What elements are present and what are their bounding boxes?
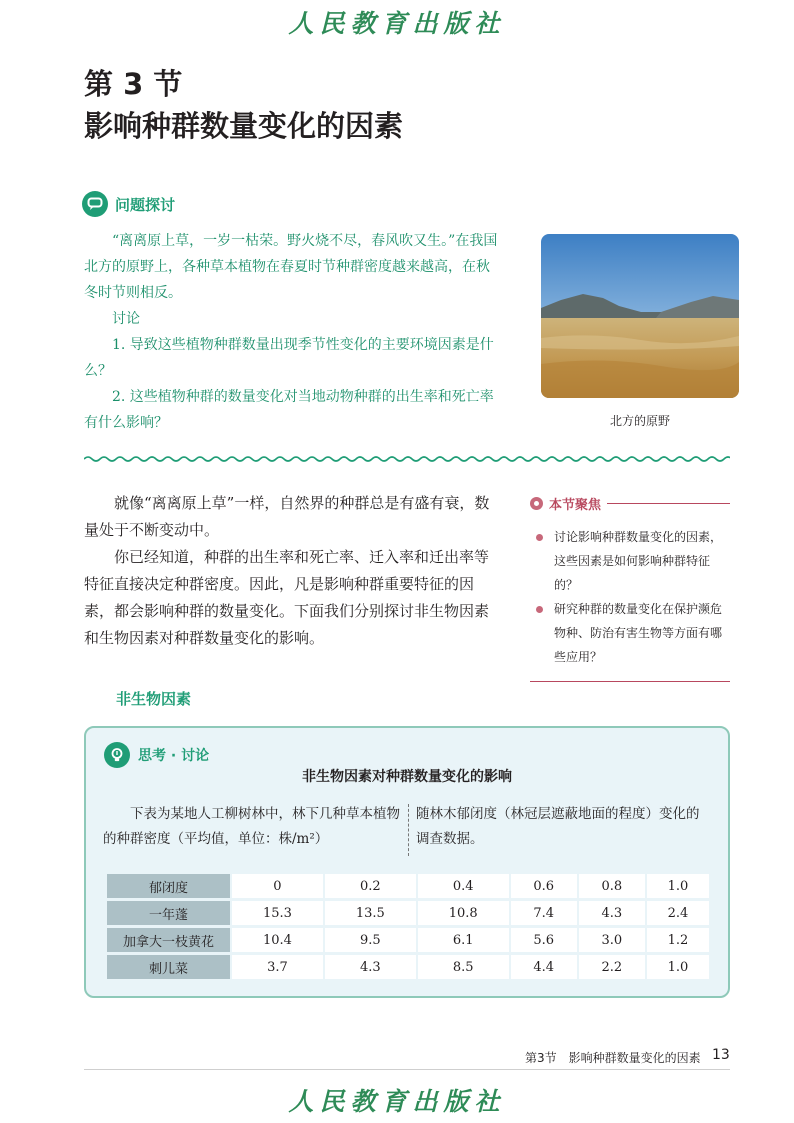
row-header: 郁闭度 xyxy=(107,874,232,898)
focus-item-2: 研究种群的数量变化在保护濒危物种、防治有害生物等方面有哪些应用？ xyxy=(554,597,730,669)
table-cell: 3.0 xyxy=(579,928,647,952)
table-cell: 1.0 xyxy=(647,874,709,898)
table-cell: 5.6 xyxy=(511,928,579,952)
density-table xyxy=(107,871,709,982)
table-cell: 8.5 xyxy=(418,955,511,979)
section-focus-panel xyxy=(530,494,730,682)
discussion-label: 讨论 xyxy=(112,311,140,327)
table-cell: 2.2 xyxy=(579,955,647,979)
row-header: 加拿大一枝黄花 xyxy=(107,928,232,952)
publisher-logo-top: 人民教育出版社 xyxy=(288,9,506,38)
table-row xyxy=(107,874,709,898)
table-cell: 4.3 xyxy=(325,955,418,979)
focus-rule xyxy=(607,503,730,504)
column-divider xyxy=(408,804,409,856)
table-row xyxy=(107,901,709,925)
footer-section-label: 第3节 影响种群数量变化的因素 xyxy=(525,1051,701,1065)
photo-caption: 北方的原野 xyxy=(609,414,670,428)
main-body-text xyxy=(84,490,502,652)
table-cell: 10.4 xyxy=(232,928,325,952)
table-title: 非生物因素对种群数量变化的影响 xyxy=(302,769,512,785)
target-icon xyxy=(530,497,543,510)
focus-list xyxy=(530,525,730,669)
table-cell: 0.8 xyxy=(579,874,647,898)
page-number: 13 xyxy=(712,1047,730,1063)
table-cell: 1.2 xyxy=(647,928,709,952)
focus-bottom-rule xyxy=(530,681,730,682)
body-para-1: 就像“离离原上草”一样，自然界的种群总是有盛有衰，数量处于不断变动中。 xyxy=(84,494,490,539)
table-cell: 0.4 xyxy=(418,874,511,898)
table-cell: 15.3 xyxy=(232,901,325,925)
table-cell: 9.5 xyxy=(325,928,418,952)
table-cell: 10.8 xyxy=(418,901,511,925)
table-intro-left-text: 下表为某地人工柳树林中，林下几种草本植物的种群密度（平均值，单位：株/m²） xyxy=(103,806,400,847)
think-discuss-box xyxy=(84,726,730,998)
think-box-label: 思考 · 讨论 xyxy=(138,748,210,764)
table-cell: 13.5 xyxy=(325,901,418,925)
focus-title: 本节聚焦 xyxy=(549,498,602,513)
wavy-divider xyxy=(84,454,730,464)
body-para-2: 你已经知道，种群的出生率和死亡率、迁入率和迁出率等特征直接决定种群密度。因此，凡是影响种群重要特征的因素，都会影响种群的数量变化。下面我们分别探讨非生物因素和生物因素对种群数量变化的影响。 xyxy=(84,548,490,647)
table-intro-right: 随林木郁闭度（林冠层遮蔽地面的程度）变化的调查数据。 xyxy=(416,806,700,847)
question-para: “离离原上草，一岁一枯荣。野火烧不尽，春风吹又生。”在我国北方的原野上，各种草本植物在春夏时节种群密度越来越高，在秋冬时节则相反。 xyxy=(84,233,498,301)
table-row xyxy=(107,955,709,979)
footer-rule xyxy=(84,1069,730,1070)
table-cell: 3.7 xyxy=(232,955,325,979)
publisher-logo-bottom: 人民教育出版社 xyxy=(288,1087,506,1116)
question-item-1: 1. 导致这些植物种群数量出现季节性变化的主要环境因素是什么？ xyxy=(84,337,494,379)
section-title: 影响种群数量变化的因素 xyxy=(84,109,404,143)
table-cell: 4.3 xyxy=(579,901,647,925)
focus-header xyxy=(530,494,730,513)
row-header: 刺儿菜 xyxy=(107,955,232,979)
question-box-label: 问题探讨 xyxy=(115,195,176,214)
table-cell: 6.1 xyxy=(418,928,511,952)
table-cell: 0.2 xyxy=(325,874,418,898)
table-cell: 0 xyxy=(232,874,325,898)
table-row xyxy=(107,928,709,952)
grassland-photo xyxy=(541,234,739,398)
table-cell: 1.0 xyxy=(647,955,709,979)
think-box-header xyxy=(104,742,209,768)
question-item-2: 2. 这些植物种群的数量变化对当地动物种群的出生率和死亡率有什么影响？ xyxy=(84,389,494,431)
question-box-text xyxy=(84,228,500,436)
section-number: 第 3 节 xyxy=(84,67,183,101)
lightbulb-icon xyxy=(104,742,130,768)
subheading-abiotic: 非生物因素 xyxy=(116,690,192,708)
question-box-header xyxy=(82,191,175,217)
table-cell: 4.4 xyxy=(511,955,579,979)
table-cell: 2.4 xyxy=(647,901,709,925)
row-header: 一年蓬 xyxy=(107,901,232,925)
table-cell: 0.6 xyxy=(511,874,579,898)
table-intro-left xyxy=(103,802,405,852)
focus-item-1: 讨论影响种群数量变化的因素，这些因素是如何影响种群特征的？ xyxy=(554,525,730,597)
speech-bubble-icon xyxy=(82,191,108,217)
table-cell: 7.4 xyxy=(511,901,579,925)
